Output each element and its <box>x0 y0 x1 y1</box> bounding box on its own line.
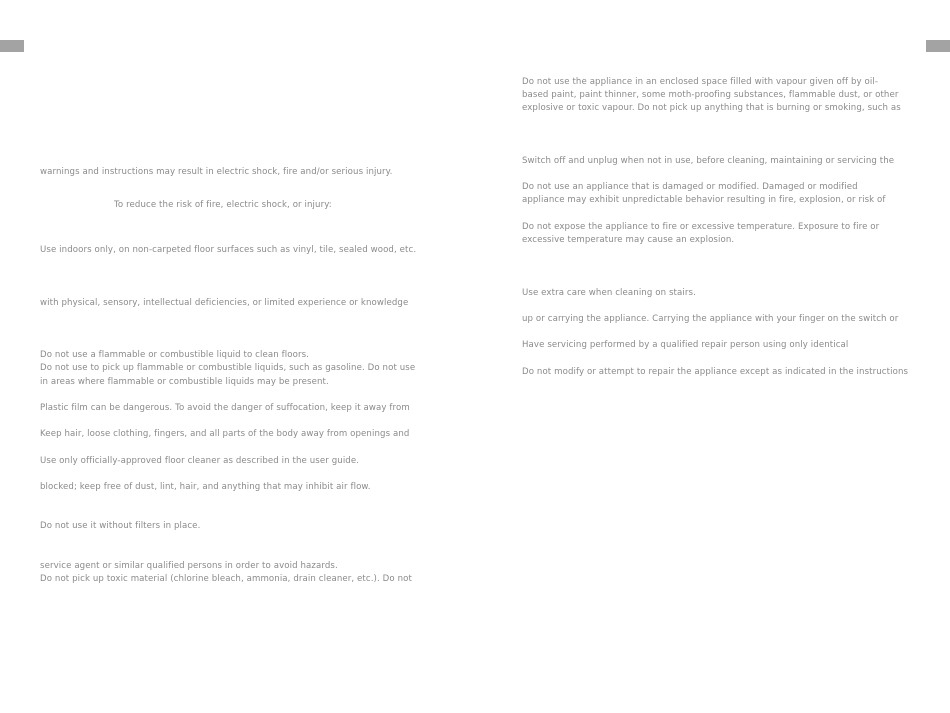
safety-item-toxic-material: Do not pick up toxic material (chlorine bleach, ammonia, drain cleaner, etc.). Do not <box>40 574 412 584</box>
safety-item-service-agent: service agent or similar qualified persons in order to avoid hazards. <box>40 561 338 571</box>
safety-item-filters: Do not use it without filters in place. <box>40 521 201 531</box>
safety-item-floor-cleaner: Use only officially-approved floor cleaner as described in the user guide. <box>40 456 360 466</box>
safety-item-plastic-film: Plastic film can be dangerous. To avoid the danger of suffocation, keep it away from <box>40 403 410 413</box>
safety-item-combustible-pickup: Do not use to pick up flammable or combustible liquids, such as gasoline. Do not use <box>40 363 416 373</box>
safety-warning-intro: warnings and instructions may result in electric shock, fire and/or serious injury. <box>40 167 393 177</box>
right-page-tab-marker <box>926 40 950 52</box>
safety-item-enclosed-space-cont-1: based paint, paint thinner, some moth-proofing substances, flammable dust, or other <box>522 90 899 100</box>
safety-item-switch-off: Switch off and unplug when not in use, before cleaning, maintaining or servicing the <box>522 156 895 166</box>
left-page-tab-marker <box>0 40 24 52</box>
safety-item-openings-blocked: blocked; keep free of dust, lint, hair, and anything that may inhibit air flow. <box>40 482 371 492</box>
safety-item-flammable-liquid: Do not use a flammable or combustible liquid to clean floors. <box>40 350 310 360</box>
safety-item-fire-exposure: Do not expose the appliance to fire or excessive temperature. Exposure to fire or <box>522 222 880 232</box>
safety-item-servicing: Have servicing performed by a qualified repair person using only identical <box>522 340 849 350</box>
safety-item-stairs: Use extra care when cleaning on stairs. <box>522 288 696 298</box>
safety-item-persons: with physical, sensory, intellectual deficiencies, or limited experience or knowledge <box>40 298 409 308</box>
safety-item-carrying: up or carrying the appliance. Carrying the appliance with your finger on the switch or <box>522 314 899 324</box>
safety-item-fire-exposure-cont: excessive temperature may cause an explosion. <box>522 235 735 245</box>
safety-item-damaged-appliance: Do not use an appliance that is damaged or modified. Damaged or modified <box>522 182 858 192</box>
safety-subheading: To reduce the risk of fire, electric shock, or injury: <box>114 200 332 210</box>
safety-item-damaged-appliance-cont: appliance may exhibit unpredictable behavior resulting in fire, explosion, or risk of <box>522 195 886 205</box>
safety-item-modify-repair: Do not modify or attempt to repair the appliance except as indicated in the instructions <box>522 367 909 377</box>
safety-item-indoor-use: Use indoors only, on non-carpeted floor surfaces such as vinyl, tile, sealed wood, etc. <box>40 245 417 255</box>
safety-item-enclosed-space: Do not use the appliance in an enclosed space filled with vapour given off by oil- <box>522 77 879 87</box>
safety-item-combustible-pickup-cont: in areas where flammable or combustible liquids may be present. <box>40 377 329 387</box>
safety-item-keep-hair-away: Keep hair, loose clothing, fingers, and all parts of the body away from openings and <box>40 429 410 439</box>
safety-item-enclosed-space-cont-2: explosive or toxic vapour. Do not pick up anything that is burning or smoking, such as <box>522 103 901 113</box>
